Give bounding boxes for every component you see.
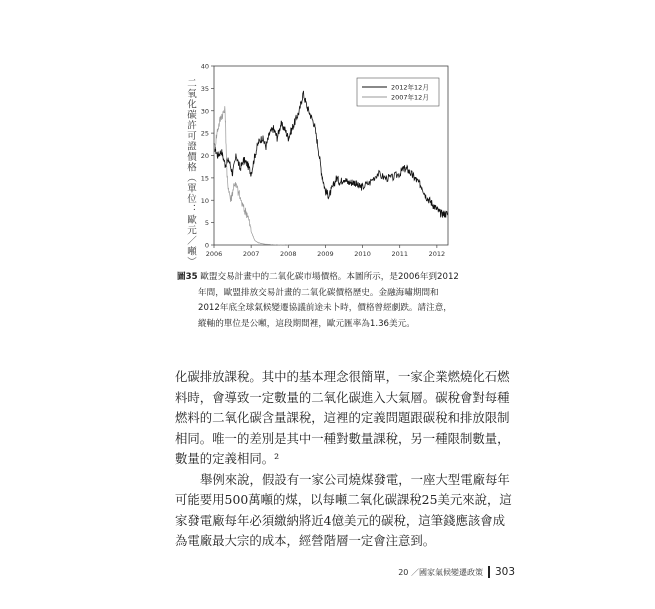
legend-label-2: 2007年12月 <box>391 93 429 102</box>
figure-caption <box>177 270 477 332</box>
running-chapter-title: 20 ／國家氣候變遷政策 <box>398 567 483 577</box>
body-line: 可能要用500萬噸的煤，以每噸二氧化碳課稅25美元來說，這 <box>175 492 512 507</box>
y-tick-label: 25 <box>200 129 209 138</box>
footer-divider <box>488 566 490 578</box>
y-tick-label: 0 <box>204 241 209 250</box>
body-line: 燃料的二氧化碳含量課稅，這裡的定義問題跟碳稅和排放限制 <box>175 410 510 425</box>
body-line: 家發電廠每年必須繳納將近4億美元的碳稅，這筆錢應該會成 <box>175 512 506 528</box>
body-line: 舉例來說，假設有一家公司燒煤發電，一座大型電廠每年 <box>200 471 510 487</box>
x-tick-label: 2008 <box>280 250 297 258</box>
caption-text-1: 歐盟交易計畫中的二氧化碳市場價格。本圖所示，是2006年到2012 <box>200 272 459 282</box>
x-tick-label: 2009 <box>317 250 334 258</box>
x-tick-label: 2007 <box>242 250 260 258</box>
chart-container <box>181 58 471 263</box>
y-tick-label: 40 <box>200 62 209 71</box>
body-line: 為電廠最大宗的成本，經營階層一定會注意到。 <box>175 533 436 548</box>
y-tick-label: 15 <box>200 174 209 183</box>
body-line: 相同。唯一的差別是其中一種對數量課稅，另一種限制數量， <box>175 430 510 446</box>
body-line: 料時，會導致一定數量的二氧化碳進入大氣層。碳稅會對每種 <box>175 389 510 405</box>
page-footer <box>395 564 515 580</box>
y-tick-label: 5 <box>204 219 209 228</box>
legend-label-1: 2012年12月 <box>391 83 429 92</box>
chart-y-axis-label: 二氧化碳許可證價格（單位：歐元／噸） <box>185 78 196 267</box>
x-tick-label: 2006 <box>205 250 223 258</box>
caption-line-1 <box>177 270 477 286</box>
y-tick-label: 30 <box>200 107 209 116</box>
x-tick-label: 2012 <box>428 250 446 258</box>
page-number: 303 <box>494 566 515 578</box>
caption-line-4: 縱軸的單位是公噸，這段期間裡，歐元匯率為1.36美元。 <box>198 318 415 329</box>
x-tick-label: 2011 <box>391 250 408 258</box>
y-tick-label: 20 <box>200 152 209 160</box>
caption-line-3: 2012年底全球氣候變遷協議前途未卜時，價格曾經劇跌。請注意， <box>198 303 452 313</box>
body-line: 數量的定義相同。² <box>175 451 280 466</box>
body-text <box>175 367 512 552</box>
caption-line-2: 年間，歐盟排放交易計畫的二氧化碳價格歷史。金融海嘯期間和 <box>198 287 439 298</box>
body-line: 化碳排放課稅。其中的基本理念很簡單，一家企業燃燒化石燃 <box>175 369 510 384</box>
y-tick-label: 35 <box>200 84 209 93</box>
legend-box <box>357 78 439 106</box>
figure-number: 圖35 <box>177 272 198 282</box>
y-tick-label: 10 <box>200 196 209 205</box>
x-tick-label: 2010 <box>354 250 371 258</box>
series-line-1 <box>214 91 448 218</box>
price-chart <box>181 58 471 263</box>
